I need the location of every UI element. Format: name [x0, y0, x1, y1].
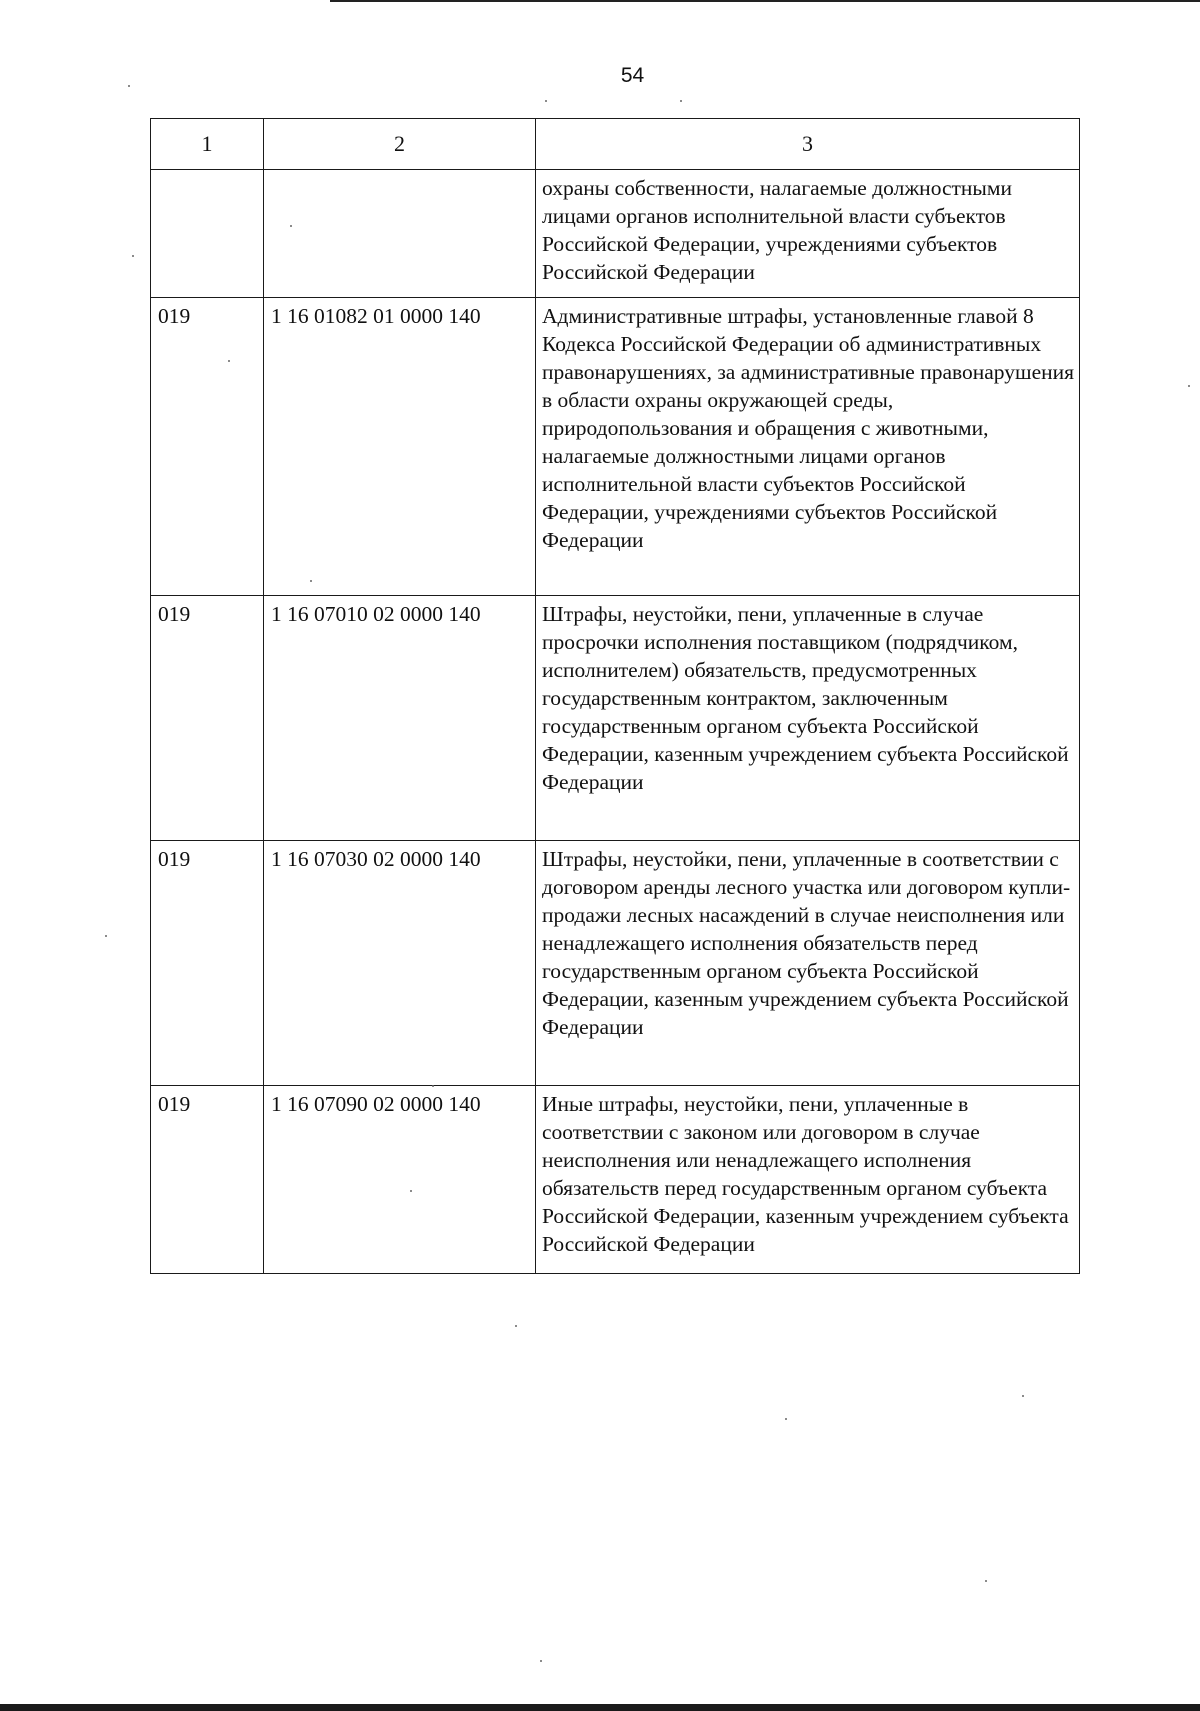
scan-speck: [680, 100, 682, 102]
column-header-3: 3: [536, 119, 1080, 170]
scan-speck: [1188, 385, 1190, 387]
admin-code-cell: 019: [151, 841, 264, 1086]
admin-code-cell: 019: [151, 298, 264, 596]
kbk-code-cell: 1 16 07090 02 0000 140: [264, 1086, 536, 1274]
admin-code-cell: [151, 170, 264, 298]
scan-speck: [785, 1418, 787, 1420]
kbk-code-cell: 1 16 07010 02 0000 140: [264, 596, 536, 841]
scan-speck: [432, 1085, 434, 1087]
scan-speck: [545, 100, 547, 102]
table-header: [151, 119, 1080, 170]
admin-code-cell: 019: [151, 596, 264, 841]
table-row: [151, 298, 1080, 596]
scan-speck: [410, 1190, 412, 1192]
admin-code-cell: 019: [151, 1086, 264, 1274]
scan-speck: [228, 360, 230, 362]
page-number: 54: [620, 64, 645, 87]
description-cell: Иные штрафы, неустойки, пени, уплаченные в соответствии с законом или договором в случае неисполнения или ненадлежащего исполнения обязательств перед государственным органом субъекта Российской Федерации, казенным учреждением субъекта Российской Федерации: [536, 1086, 1080, 1274]
scan-speck: [985, 1580, 987, 1582]
scan-speck: [105, 935, 107, 937]
scan-speck: [515, 1325, 517, 1327]
budget-codes-table: [150, 118, 1080, 1274]
header-row: [151, 119, 1080, 170]
table-row: [151, 596, 1080, 841]
scan-speck: [128, 85, 130, 87]
description-cell: Административные штрафы, установленные главой 8 Кодекса Российской Федерации об административных правонарушениях, за административные правонарушения в области охраны окружающей среды, природопользования и обращения с животными, налагаемые должностными лицами органов исполнительной власти субъектов Российской Федерации, учреждениями субъектов Российской Федерации: [536, 298, 1080, 596]
description-cell: Штрафы, неустойки, пени, уплаченные в соответствии с договором аренды лесного участка или договором купли-продажи лесных насаждений в случае неисполнения или ненадлежащего исполнения обязательств перед государственным органом субъекта Российской Федерации, казенным учреждением субъекта Российской Федерации: [536, 841, 1080, 1086]
table-body: [151, 170, 1080, 1274]
scan-speck: [540, 1660, 542, 1662]
scan-speck: [132, 255, 134, 257]
scan-speck: [310, 580, 312, 582]
column-header-1: 1: [151, 119, 264, 170]
kbk-code-cell: [264, 170, 536, 298]
table-row-continuation: [151, 170, 1080, 298]
kbk-code-cell: 1 16 07030 02 0000 140: [264, 841, 536, 1086]
scan-speck: [1022, 1395, 1024, 1397]
scan-edge-top: [330, 0, 1200, 2]
column-header-2: 2: [264, 119, 536, 170]
scan-edge-bottom: [0, 1704, 1200, 1711]
kbk-code-cell: 1 16 01082 01 0000 140: [264, 298, 536, 596]
table-row: [151, 1086, 1080, 1274]
description-cell: Штрафы, неустойки, пени, уплаченные в случае просрочки исполнения поставщиком (подрядчиком, исполнителем) обязательств, предусмотренных государственным контрактом, заключенным государственным органом субъекта Российской Федерации, казенным учреждением субъекта Российской Федерации: [536, 596, 1080, 841]
table-row: [151, 841, 1080, 1086]
scan-speck: [290, 225, 292, 227]
description-cell: охраны собственности, налагаемые должностными лицами органов исполнительной власти субъектов Российской Федерации, учреждениями субъектов Российской Федерации: [536, 170, 1080, 298]
